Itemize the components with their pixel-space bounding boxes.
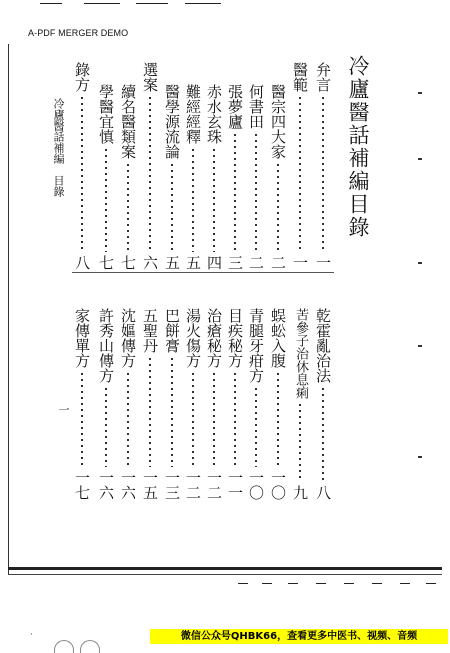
footer-banner: 微信公众号QHBK66，查看更多中医书、视频、音频: [150, 629, 448, 644]
toc-entry-page: 七: [97, 255, 115, 270]
toc-entry: [118, 84, 138, 270]
dot-leader: [192, 147, 194, 252]
toc-entry-title: 青腿牙疳方: [247, 308, 265, 383]
toc-entry-page: 二: [269, 255, 287, 270]
toc-entry-title: 五聖丹: [141, 308, 159, 353]
toc-entry-title: 難經經釋: [184, 84, 202, 144]
toc-entry: [183, 84, 203, 270]
dot-leader: [192, 371, 194, 467]
toc-entry-title: 目疾秘方: [226, 308, 244, 368]
toc-entry-page: 一一: [226, 470, 244, 500]
toc-entry-title: 湯火傷方: [184, 308, 202, 368]
toc-entry: [225, 308, 245, 500]
dot-leader: [149, 95, 151, 252]
dot-leader: [213, 371, 215, 467]
toc-entry: [96, 308, 116, 500]
dot-leader: [81, 95, 83, 252]
toc-entry-title: 巴餅膏: [163, 308, 181, 353]
toc-entry-page: 九: [291, 485, 309, 500]
toc-entry-title: 張夢廬: [226, 84, 244, 129]
dot-leader: [322, 95, 324, 252]
toc-entry: [118, 308, 138, 500]
toc-entry-title: 許秀山傳方: [97, 308, 115, 383]
margin-tick: [418, 456, 422, 458]
corner-arc: [54, 640, 74, 653]
toc-entry-page: 六: [141, 255, 159, 270]
toc-entry-page: 五: [184, 255, 202, 270]
margin-tick: [418, 92, 422, 94]
dot-leader: [127, 162, 129, 252]
toc-entry: [313, 62, 333, 270]
book-title: 冷廬醫話補編目錄: [346, 55, 370, 239]
toc-entry: [204, 84, 224, 270]
toc-entry-page: 一六: [97, 470, 115, 500]
toc-entry: [268, 84, 288, 270]
toc-entry: [313, 308, 333, 500]
toc-entry: [183, 308, 203, 500]
toc-entry-page: 一〇: [247, 470, 265, 500]
toc-entry-page: 一二: [205, 470, 223, 500]
toc-entry-title: 選案: [141, 62, 159, 92]
toc-entry-title: 錄方: [73, 62, 91, 92]
toc-entry-title: 乾霍亂治法: [314, 308, 332, 383]
toc-entry-title: 醫宗四大家: [269, 84, 287, 159]
toc-entry: [96, 84, 116, 270]
toc-entry: [290, 62, 310, 270]
dot-leader: [322, 386, 324, 482]
upper-section-rule: [72, 272, 334, 273]
toc-entry-title: 赤水玄珠: [205, 84, 223, 144]
toc-entry: [162, 84, 182, 270]
toc-entry: [162, 308, 182, 500]
toc-entry-page: 三: [226, 255, 244, 270]
toc-entry-title: 治瘡秘方: [205, 308, 223, 368]
toc-entry-title: 家傳單方: [73, 308, 91, 368]
toc-entry: [290, 308, 310, 500]
dot-leader: [149, 356, 151, 467]
toc-entry-page: 七: [119, 255, 137, 270]
toc-entry-title: 續名醫類案: [119, 84, 137, 159]
toc-entry-page: 二: [247, 255, 265, 270]
toc-entry-page: 一: [291, 255, 309, 270]
toc-entry-title: 何書田: [247, 84, 265, 129]
dot-leader: [105, 147, 107, 252]
dot-leader: [299, 95, 301, 252]
page-bottom-rule: [8, 567, 442, 570]
toc-entry-page: 一: [314, 255, 332, 270]
demo-watermark-label: A-PDF MERGER DEMO: [28, 28, 129, 38]
toc-entry-page: 八: [73, 255, 91, 270]
toc-entry: [225, 84, 245, 270]
toc-entry: [140, 62, 160, 270]
toc-entry: [72, 62, 92, 270]
toc-entry-page: 一六: [119, 470, 137, 500]
dot-leader: [105, 386, 107, 467]
dot-leader: [299, 402, 301, 482]
dot-leader: [81, 371, 83, 467]
toc-entry-title: 學醫宜慎: [97, 84, 115, 144]
toc-entry-page: 一〇: [269, 470, 287, 500]
dot-leader: [213, 147, 215, 252]
margin-tick: [418, 262, 422, 264]
running-head: 冷廬醫話補編 目錄: [52, 98, 65, 197]
toc-entry: [268, 308, 288, 500]
margin-tick: [418, 345, 422, 347]
page-spine: [8, 44, 9, 574]
toc-entry-title: 醫學源流論: [163, 84, 181, 159]
page-bottom-rule-thin: [8, 574, 442, 575]
toc-entry: [246, 308, 266, 500]
margin-tick: [418, 158, 422, 160]
toc-entry-title: 苦參子治休息痢: [293, 308, 308, 399]
dot-leader: [255, 386, 257, 467]
toc-entry-page: 一三: [163, 470, 181, 500]
dot-leader: [255, 132, 257, 252]
toc-entry-title: 蜈蚣入腹: [269, 308, 287, 368]
toc-entry-page: 八: [314, 485, 332, 500]
dot-leader: [234, 371, 236, 467]
dot-leader: [171, 356, 173, 467]
dot-leader: [234, 132, 236, 252]
toc-entry: [140, 308, 160, 500]
toc-entry-page: 五: [163, 255, 181, 270]
toc-entry-page: 一五: [141, 470, 159, 500]
toc-entry-page: 一二: [184, 470, 202, 500]
dot-leader: [171, 162, 173, 252]
chapter-marker: 一: [57, 404, 70, 415]
dot-leader: [277, 371, 279, 467]
toc-entry-title: 醫範: [291, 62, 309, 92]
dot-leader: [277, 162, 279, 252]
toc-entry-title: 沈嫗傳方: [119, 308, 137, 368]
corner-arc: [80, 640, 100, 653]
toc-entry-title: 弁言: [314, 62, 332, 92]
dot-leader: [127, 371, 129, 467]
toc-entry-page: 一七: [73, 470, 91, 500]
corner-fragment: ·: [30, 630, 33, 640]
toc-entry: [204, 308, 224, 500]
toc-entry: [72, 308, 92, 500]
toc-entry-page: 四: [205, 255, 223, 270]
toc-entry: [246, 84, 266, 270]
